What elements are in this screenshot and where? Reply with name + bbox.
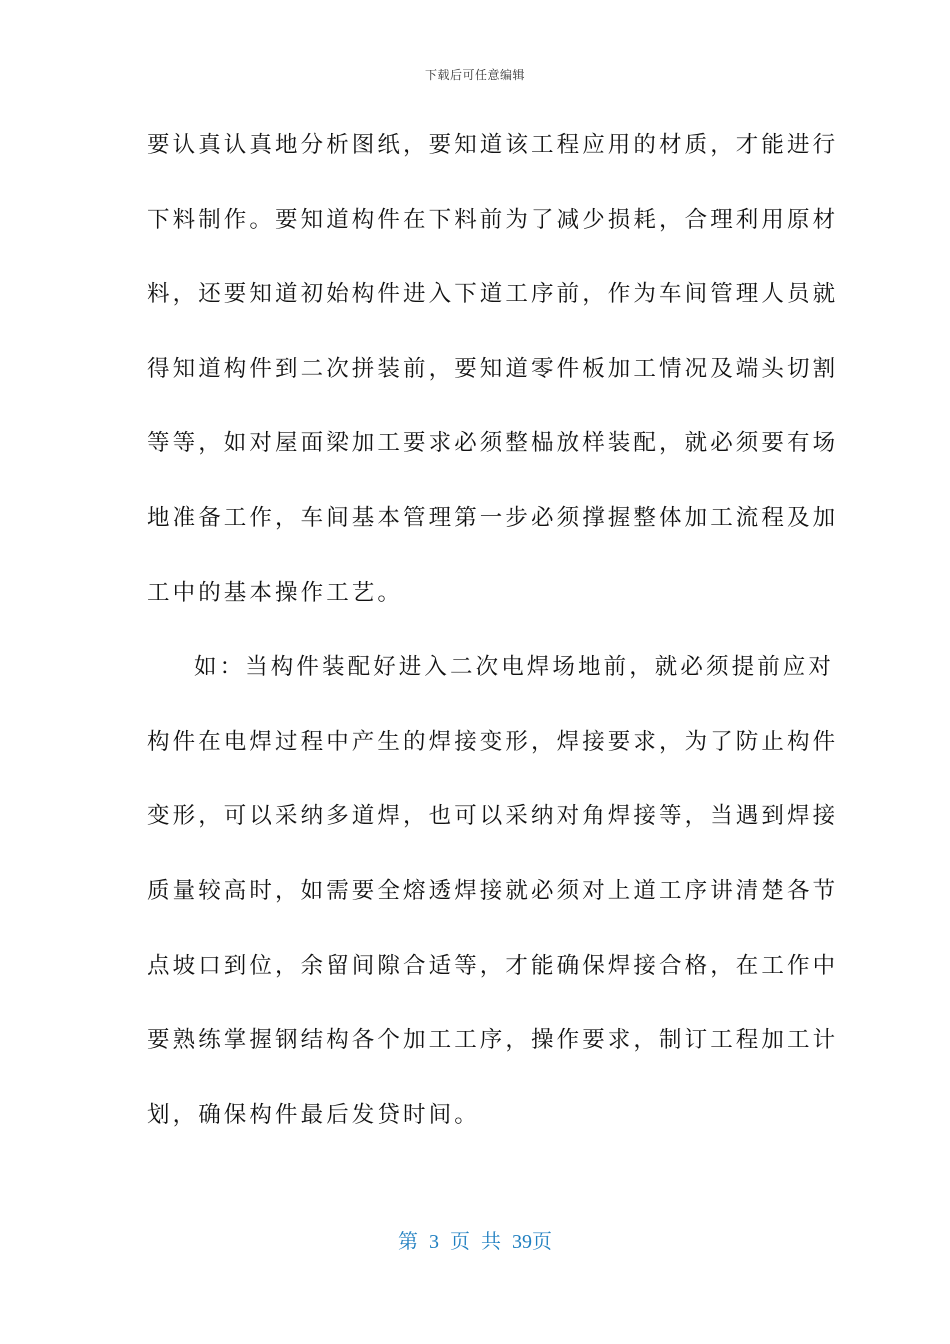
text-line: 料，还要知道初始构件进入下道工序前，作为车间管理人员就 xyxy=(147,281,839,308)
text-line: 划，确保构件最后发贷时间。 xyxy=(147,1101,480,1128)
text-line: 点坡口到位，余留间隙合适等，才能确保焊接合格，在工作中 xyxy=(147,952,839,979)
text-line: 工中的基本操作工艺。 xyxy=(147,579,404,606)
text-line: 构件在电焊过程中产生的焊接变形，焊接要求，为了防止构件 xyxy=(147,728,839,755)
text-line: 等等，如对屋面梁加工要求必须整榀放样装配，就必须要有场 xyxy=(147,430,839,457)
text-line: 要认真认真地分析图纸，要知道该工程应用的材质，才能进行 xyxy=(147,132,839,158)
text-line: 得知道构件到二次拼装前，要知道零件板加工情况及端头切割 xyxy=(147,355,839,382)
paragraph-2 xyxy=(147,642,839,1164)
text-line: 质量较高时，如需要全熔透焊接就必须对上道工序讲清楚各节 xyxy=(147,877,839,904)
text-line: 地准备工作，车间基本管理第一步必须撑握整体加工流程及加 xyxy=(147,504,839,531)
text-line: 要熟练掌握钢结构各个加工工序，操作要求，制订工程加工计 xyxy=(147,1027,839,1054)
paragraph-1 xyxy=(147,120,839,642)
document-body xyxy=(147,120,839,1164)
text-line: 下料制作。要知道构件在下料前为了减少损耗，合理利用原材 xyxy=(147,206,839,233)
text-line: 变形，可以采纳多道焊，也可以采纳对角焊接等，当遇到焊接 xyxy=(147,803,839,830)
text-line: 如：当构件装配好进入二次电焊场地前，就必须提前应对 xyxy=(194,654,835,681)
page-header: 下载后可任意编辑 xyxy=(424,68,525,82)
page-number-footer: 第 3 页 共 39页 xyxy=(398,1231,552,1253)
